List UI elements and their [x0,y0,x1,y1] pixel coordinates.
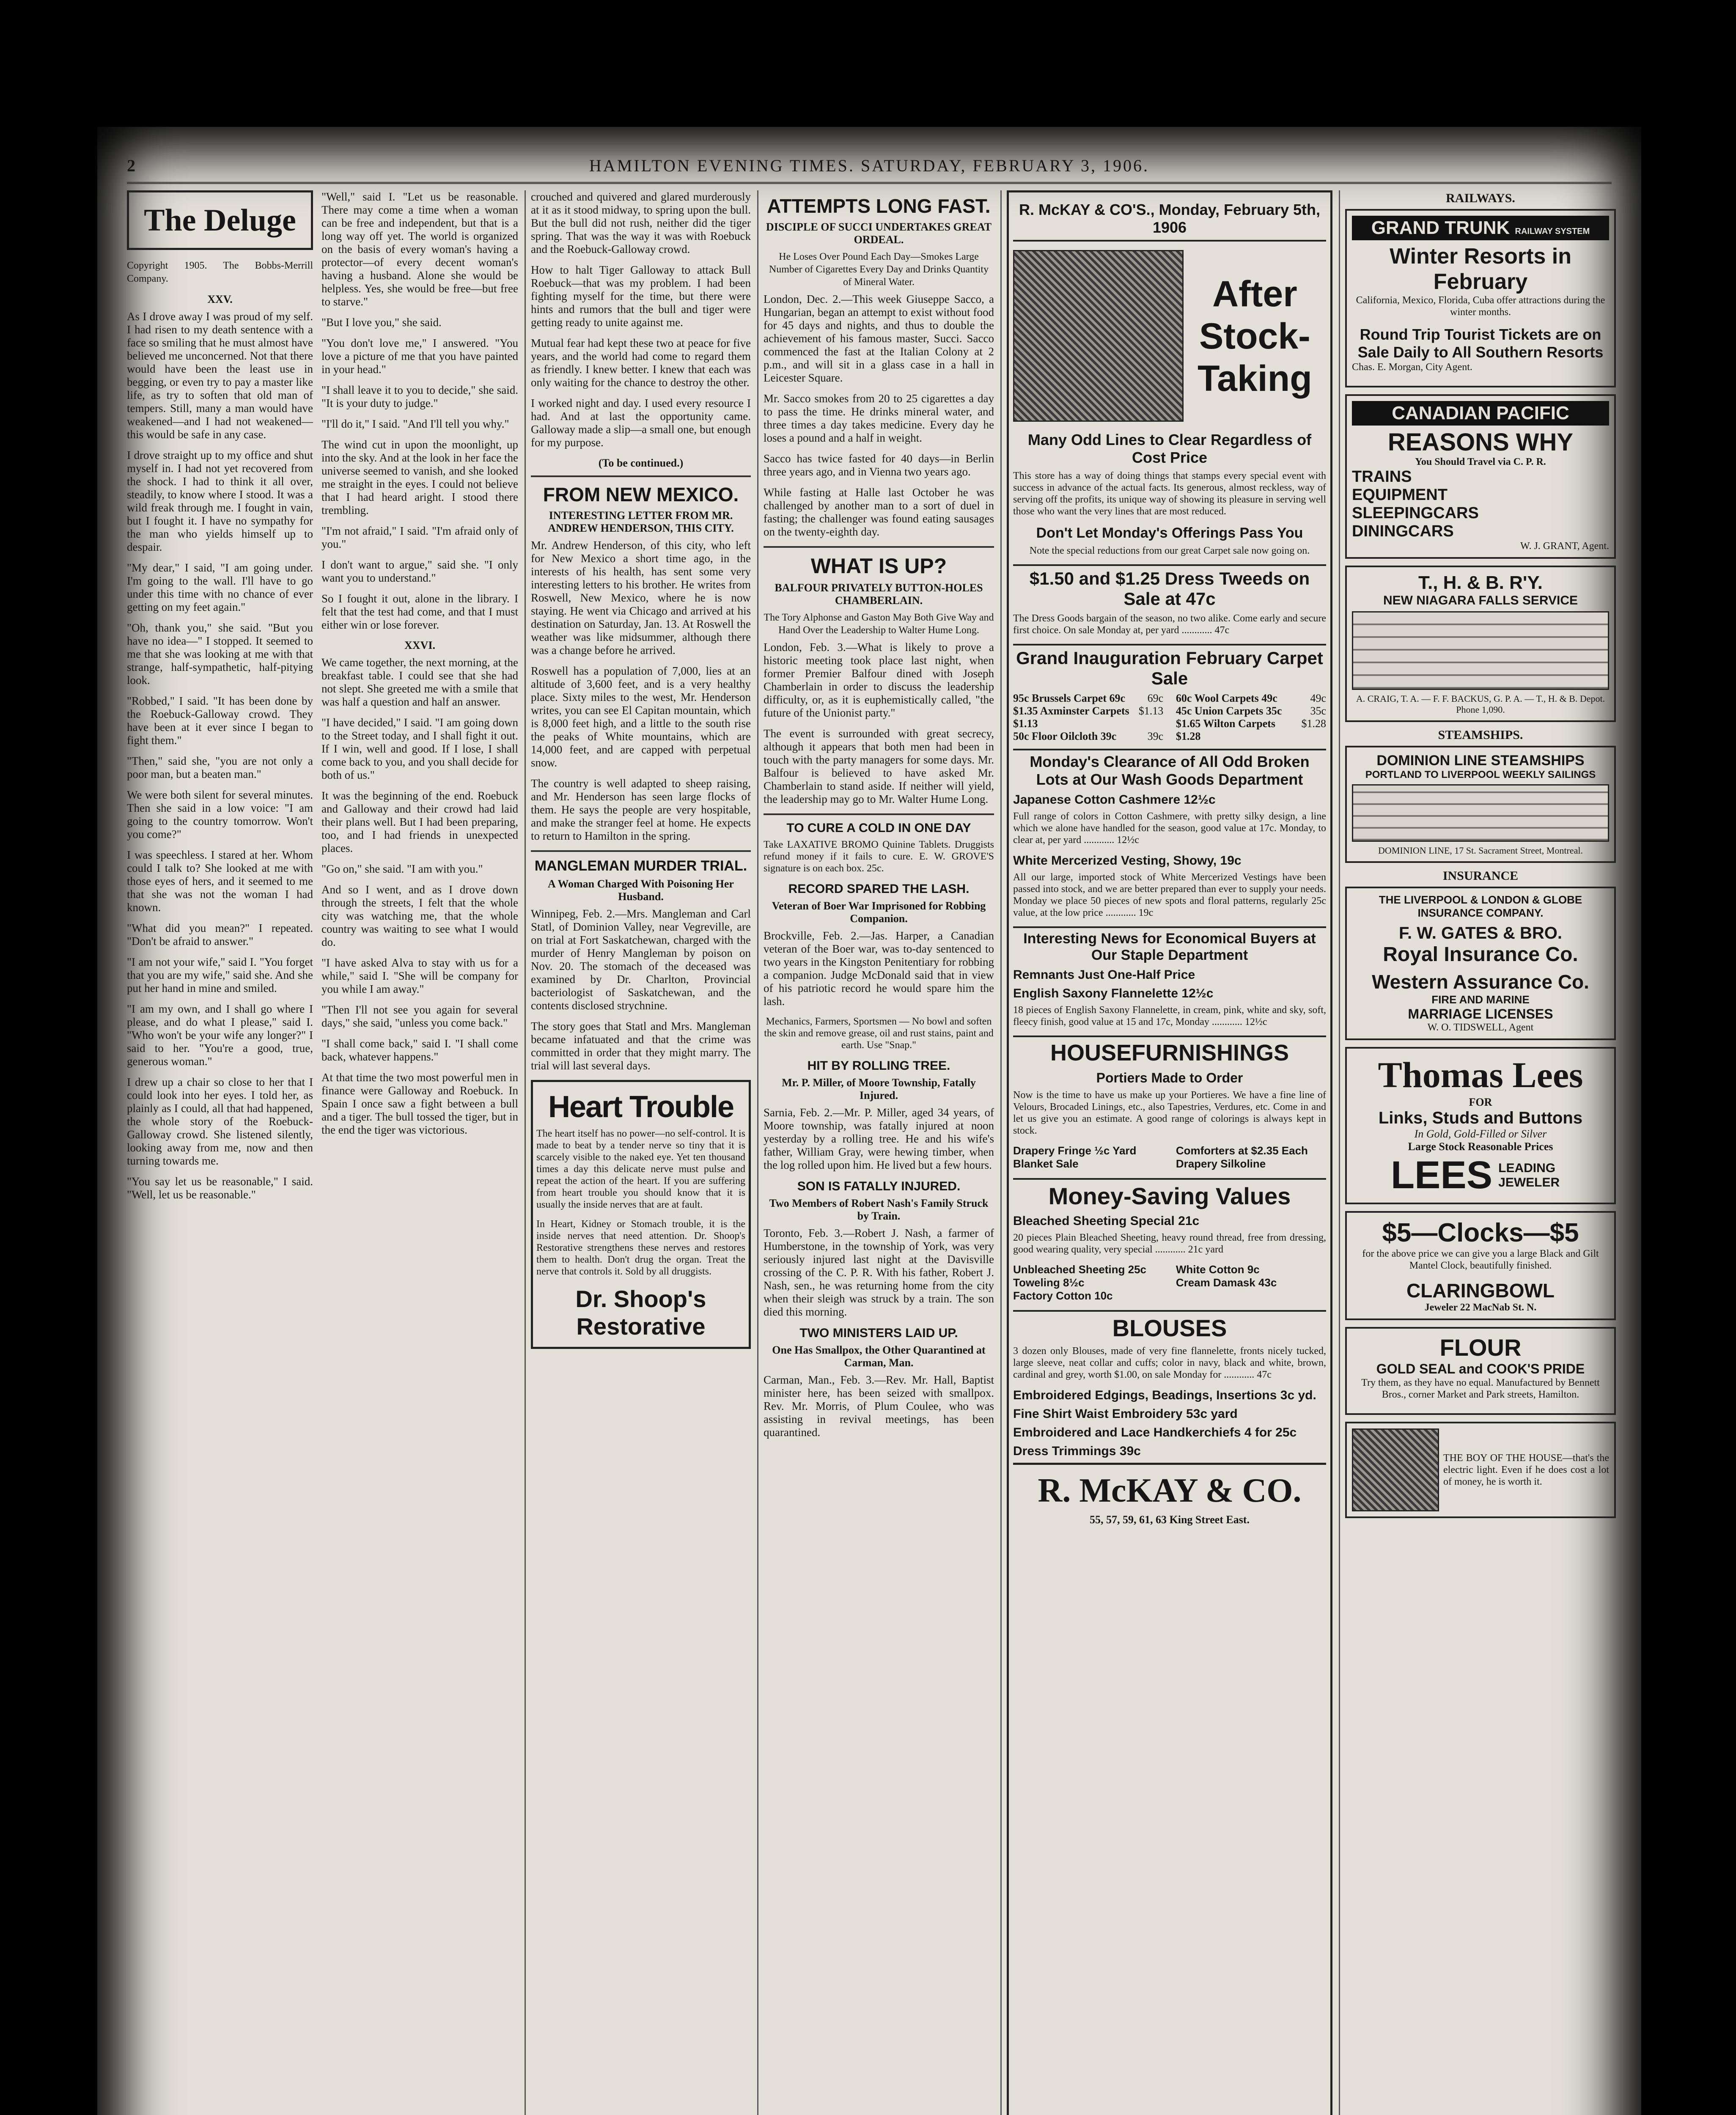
insurer-name: THE LIVERPOOL & LONDON & GLOBE INSURANCE COMPANY. [1379,893,1582,919]
section-insurance: INSURANCE [1442,869,1519,883]
carpet-sale-headline: Grand Inauguration February Carpet Sale [1013,644,1326,689]
column-ads-6 [1345,190,1616,2115]
lees-name: Thomas Lees [1378,1055,1583,1095]
paragraph: "My dear," I said, "I am going under. I'm going to the wall. I'll have to go under this time with no chance of ever getting on my feet again." [127,561,313,613]
item-name: 60c Wool Carpets 49c [1176,692,1277,704]
headline-murder-trial: MANGLEMAN MURDER TRIAL. [534,858,747,874]
mckay-advertisement [1007,190,1332,2115]
house-col-right [1176,1144,1326,1170]
paragraph: "But I love you," she said. [321,316,442,329]
gt-text: California, Mexico, Florida, Cuba offer attractions during the winter months. [1356,295,1605,318]
insurance-ads [1345,887,1616,1040]
gt-headline: Winter Resorts in February [1389,244,1572,294]
marriage-licenses: MARRIAGE LICENSES [1408,1006,1553,1022]
agent-name: W. O. TIDSWELL, Agent [1427,1022,1534,1033]
item-name: 50c Floor Oilcloth 39c [1013,730,1117,742]
reclining-lady-illustration [1013,250,1184,422]
item-price: $1.13 [1138,705,1164,717]
housefurnishings-list [1013,1144,1326,1170]
paragraph: I don't want to argue," said she. "I only want you to understand." [321,558,518,584]
subhead: DISCIPLE OF SUCCI UNDERTAKES GREAT ORDEAL. [766,221,992,246]
item-heading: Fine Shirt Waist Embroidery 53c yard [1013,1407,1238,1421]
money-saving-list [1013,1263,1326,1302]
copyright-line: Copyright 1905. The Bobbs-Merrill Company. [127,260,313,284]
lees-stock: Large Stock Reasonable Prices [1408,1140,1553,1153]
item-name: 45c Union Carpets 35c [1176,705,1282,717]
paragraph: "You don't love me," I answered. "You love a picture of me that you have painted in your head." [321,337,518,376]
paragraph: "I shall leave it to you to decide," she said. "It is your duty to judge." [321,384,518,409]
money-col-right [1176,1263,1326,1302]
gt-logo-text: GRAND TRUNK [1371,217,1510,238]
dominion-line-ad [1345,746,1616,863]
thomas-lees-ad [1345,1047,1616,1204]
mckay-address: 55, 57, 59, 61, 63 King Street East. [1090,1513,1250,1526]
cp-logo: CANADIAN PACIFIC [1352,401,1609,426]
house-col-left [1013,1144,1163,1170]
item-heading: Factory Cotton 10c [1013,1289,1113,1302]
paragraph: "I am my own, and I shall go where I please, and do what I please," said I. "Who won't be your wife any longer?" I said to her. "You're a good, true, generous woman." [127,1003,313,1068]
mckay-header: R. McKAY & CO'S., Monday, February 5th, 1906 [1013,201,1326,242]
paragraph: Roswell has a population of 7,000, lies at an altitude of 3,600 feet, and is a very healthy place. Sixty miles to the west, Mr. Henderson writes, you can see El Capitan mountain, which is 8,000 feet high, and a little to the south rise the peaks of White mountains, which are 14,000 feet, and are capped with perpetual snow. [531,665,751,769]
subhead-deck: He Loses Over Pound Each Day—Smokes Large Number of Cigarettes Every Day and Drinks Quantity of Mineral Water. [769,251,989,288]
paragraph: "What did you mean?" I repeated. "Don't be afraid to answer." [127,922,313,948]
carpet-item [1176,717,1326,743]
paragraph: Mr. Andrew Henderson, of this city, who left for New Mexico a short time ago, in the interests of his health, has sent some very interesting letters to his brother. He writes from Roswell, New Mexico, where he is now staying. He went via Chicago and arrived at his destination on Saturday, Jan. 13. At Roswell the weather was like midsummer, although there was a change before he arrived. [531,539,751,656]
staple-headline: Interesting News for Economical Buyers at Our Staple Department [1013,926,1326,964]
insurer-sub: FIRE AND MARINE [1431,993,1530,1006]
sailing-schedule-block [1352,784,1609,842]
insurer-name: Royal Insurance Co. [1383,943,1578,966]
claringbowl-name: CLARINGBOWL [1406,1280,1555,1302]
mckay-tagline: Many Odd Lines to Clear Regardless of Cost Price [1027,431,1312,466]
canadian-pacific-ad [1345,394,1616,559]
paragraph: "You say let us be reasonable," I said. "Well, let us be reasonable." [127,1175,313,1201]
item-text: Now is the time to have us make up your Portieres. We have a fine line of Velours, Brocaded Linings, etc., also Tapestries, Verdures, etc. Come in and let us give you an estimate. A good range of colorings is always kept in stock. [1013,1090,1326,1136]
claringbowl-address: Jeweler 22 MacNab St. N. [1424,1302,1537,1313]
carpet-item [1013,730,1163,743]
paragraph: Mutual fear had kept these two at peace for five years, and the world had come to regard them as friendly. I knew better. I knew that each was only waiting for the chance to destroy the other. [531,337,751,389]
column-serial-1 [127,190,313,2115]
mckay-offerings: Don't Let Monday's Offerings Pass You [1036,525,1303,541]
clocks-text: for the above price we can give you a large Black and Gilt Mantel Clock, beautifully finished. [1362,1248,1599,1271]
flour-brands: GOLD SEAL and COOK'S PRIDE [1376,1361,1585,1376]
paragraph: "I shall come back," said I. "I shall come back, whatever happens." [321,1037,518,1063]
gt-round-trip: Round Trip Tourist Tickets are on Sale Daily to All Southern Resorts [1357,326,1604,361]
item-text: All our large, imported stock of White Mercerized Vestings have been passed into stock, and we are better prepared than ever to supply your needs. Monday we place 50 pieces of new spots and floral patterns, regularly 25c value, at the low price ............ 19c [1013,872,1326,918]
paragraph: Sacco has twice fasted for 40 days—in Berlin three years ago, and in Vienna two years ago. [764,452,994,478]
housefurnishings-headline: HOUSEFURNISHINGS [1013,1036,1326,1066]
paragraph: I drew up a chair so close to her that I could look into her eyes. I told her, as plainly as I could, all that had happened, the whole story of the Roebuck-Galloway crowd. She listened silently, looking away from me, now and then turning towards me. [127,1076,313,1167]
headline-new-mexico: FROM NEW MEXICO. [543,483,739,505]
cp-travel: You Should Travel via C. P. R. [1415,456,1546,467]
thb-railway-ad [1345,566,1616,722]
paragraph: London, Feb. 3.—What is likely to prove a historic meeting took place last night, when former Premier Balfour dined with Joseph Chamberlain in order to discuss the leadership difficulty, or, as it is euphemistically called, "the future of the Unionist party." [764,641,994,719]
paragraph: Toronto, Feb. 3.—Robert J. Nash, a farmer of Humberstone, in the township of York, was very seriously injured last night at the Davisville crossing of the C. P. R. With his father, Robert J. Nash, sen., he was returning home from the city when their sleigh was struck by a train. The son died this morning. [764,1227,994,1318]
item-heading: Portiers Made to Order [1096,1070,1243,1085]
ad-headline-cold-cure: TO CURE A COLD IN ONE DAY [786,821,971,835]
heart-trouble-ad [531,1080,751,1349]
dominion-sub: PORTLAND TO LIVERPOOL WEEKLY SAILINGS [1365,769,1596,780]
paragraph: It was the beginning of the end. Roebuck and Galloway and their crowd had laid their plans well. But I had been preparing, too, and I had friends in unexpected places. [321,789,518,854]
paragraph: Brockville, Feb. 2.—Jas. Harper, a Canadian veteran of the Boer war, was to-day sentenced to two years in the Kingston Penitentiary for robbing a companion. Judge McDonald said that in view of his patriotic record he would spare him the lash. [764,929,994,1008]
item-heading: Dress Trimmings 39c [1013,1444,1141,1458]
newspaper-page [97,127,1641,2115]
blouses-text: 3 dozen only Blouses, made of very fine flannelette, fronts nicely tucked, large sleeve, neat collar and cuffs; color in navy, black and white, brown, cardinal and grey, worth $1.00, on sale Monday for ............ 47c [1013,1346,1326,1380]
paragraph: "Then I'll not see you again for several days," she said, "unless you come back." [321,1003,518,1029]
item-heading: Cream Damask 43c [1176,1276,1277,1289]
dominion-name: DOMINION LINE STEAMSHIPS [1376,753,1585,769]
carpet-list [1013,692,1326,743]
item-text: Full range of colors in Cotton Cashmere, with pretty silky design, a line which we alone have handled for the season, good value at 17c. Monday, to clear at, per yard ............ 12½c [1013,811,1326,846]
paragraph: The story goes that Statl and Mrs. Mangleman became infatuated and that the crime was committed in order that they might marry. The trial will last several days. [531,1020,751,1072]
blouses-headline: BLOUSES [1013,1310,1326,1342]
paragraph: We were both silent for several minutes. Then she said in a low voice: "I am going to the country tomorrow. Won't you come?" [127,788,313,841]
lees-logo: LEES [1390,1154,1493,1197]
lees-for: FOR [1469,1096,1492,1108]
item-heading: Japanese Cotton Cashmere 12½c [1013,793,1216,807]
ad-text: The heart itself has no power—no self-control. It is made to beat by a tender nerve so tiny that it is scarcely visible to the naked eye. Yet ten thousand times a day this delicate nerve must pulse and repeat the action of the heart. If you are suffering from heart trouble you should know that it is usually the inside nerves that are at fault. [536,1128,745,1210]
item-heading: Comforters at $2.35 Each [1176,1144,1308,1157]
item-price: 35c [1310,705,1326,717]
lees-leading: LEADING JEWELER [1498,1161,1560,1189]
chapter-number: XXV. [207,293,233,305]
item-heading: Unbleached Sheeting 25c [1013,1263,1146,1276]
tweeds-headline: $1.50 and $1.25 Dress Tweeds on Sale at 47c [1013,564,1326,609]
headline-what-is-up: WHAT IS UP? [810,554,947,578]
section-railways: RAILWAYS. [1446,191,1515,205]
divider [531,850,751,852]
column-news-4 [764,190,994,2115]
paragraph: How to halt Tiger Galloway to attack Bull Roebuck—that was my problem. I had been fighting myself for the time, but there were hints and rumors that the bull and tiger were getting ready to unite against me. [531,264,751,329]
headline-ministers: TWO MINISTERS LAID UP. [799,1326,958,1340]
carpet-col-right [1176,692,1326,743]
carpet-col-left [1013,692,1163,743]
column-serial-2 [321,190,518,2115]
mckay-hero [1013,245,1326,427]
item-name: $1.65 Wilton Carpets $1.28 [1176,717,1276,742]
gt-agent: Chas. E. Morgan, City Agent. [1352,362,1472,373]
paragraph: I worked night and day. I used every resource I had. And at last the opportunity came. Galloway made a slip—a small one, but enough for my purpose. [531,397,751,449]
lees-sub: In Gold, Gold-Filled or Silver [1414,1128,1547,1140]
flour-text: Try them, as they have no equal. Manufactured by Bennett Bros., corner Market and Park streets, Hamilton. [1361,1377,1600,1400]
headline-record: RECORD SPARED THE LASH. [788,882,970,896]
paragraph: "I'll do it," I said. "And I'll tell you why." [321,418,509,430]
story-title-box [127,190,313,250]
item-heading: English Saxony Flannelette 12½c [1013,986,1214,1000]
item-price: $1.28 [1301,717,1326,730]
flour-ad [1345,1327,1616,1415]
paragraph: "Then," said she, "you are not only a poor man, but a beaten man." [127,755,313,780]
paragraph: "Go on," she said. "I am with you." [321,862,483,875]
subhead: Veteran of Boer War Imprisoned for Robbing Companion. [772,900,986,925]
mckay-offer-note: Note the special reductions from our great Carpet sale now going on. [1029,545,1310,556]
tweeds-text: The Dress Goods bargain of the season, no two alike. Come early and secure first choice. On sale Monday at, per yard ............ 47c [1013,613,1326,636]
paragraph: We came together, the next morning, at the breakfast table. I could see that she had not slept. She greeted me with a smile that was half a question and half an answer. [321,656,518,708]
mckay-intro: This store has a way of doing things that stamps every special event with success in advance of the actual facts. Its generous, almost reckless, way of serving off the profits, its unique way of showing its pleasure in serving well those who want the very lines that are most reduced. [1013,470,1326,517]
paragraph: The country is well adapted to sheep raising, and Mr. Henderson has seen large flocks of them. He says the people are very hospitable, and make the stranger feel at home. He expects to return to Hamilton in the spring. [531,777,751,842]
ad-product-name: Dr. Shoop's Restorative [575,1285,706,1340]
headline-rolling-tree: HIT BY ROLLING TREE. [807,1059,950,1073]
electric-light-ad [1345,1422,1616,1518]
headline-son-injured: SON IS FATALLY INJURED. [797,1179,961,1193]
insurer-name: F. W. GATES & BRO. [1399,924,1562,942]
column-rule [525,190,526,2115]
paragraph: I was speechless. I stared at her. Whom could I talk to? She looked at me with those eyes of hers, and it seemed to me that she was not the woman I had known. [127,849,313,914]
item-heading: Bleached Sheeting Special 21c [1013,1214,1200,1228]
carpet-item [1013,692,1163,705]
item-heading: Blanket Sale [1013,1157,1079,1170]
item-text: 18 pieces of English Saxony Flannelette, in cream, pink, white and sky, soft, fleecy finish, good value at 15 and 17c, Monday ............ 12½c [1013,1005,1326,1027]
carpet-item [1176,705,1326,717]
item-name: $1.35 Axminster Carpets $1.13 [1013,705,1129,730]
story-title: The Deluge [144,203,296,238]
subhead: One Has Smallpox, the Other Quarantined at Carman, Man. [772,1344,986,1369]
paragraph: "Well," said I. "Let us be reasonable. There may come a time when a woman can be free and independent, but that is a long way off yet. The world is organized on the basis of every woman's having a protector—of every decent woman's having a husband. Alone she would be helpless. Yes, she would be free—but free to starve." [321,190,518,308]
dominion-footer: DOMINION LINE, 17 St. Sacrament Street, Montreal. [1378,845,1583,856]
masthead-title: HAMILTON EVENING TIMES. SATURDAY, FEBRUARY 3, 1906. [589,156,1150,175]
item-heading: Drapery Silkoline [1176,1157,1266,1170]
wash-goods-headline: Monday's Clearance of All Odd Broken Lots at Our Wash Goods Department [1013,749,1326,788]
subhead: BALFOUR PRIVATELY BUTTON-HOLES CHAMBERLAIN. [775,582,983,607]
item-heading: Remnants Just One-Half Price [1013,968,1195,982]
paragraph: "Oh, thank you," she said. "But you have no idea—" I stopped. It seemed to me that she was looking at me with that strange, half-sympathetic, half-pitying look. [127,621,313,687]
boy-illustration [1352,1428,1439,1511]
timetable-block [1352,611,1609,690]
cp-agent: W. J. GRANT, Agent. [1520,541,1609,552]
thb-footer: A. CRAIG, T. A. — F. F. BACKUS, G. P. A. — T., H. & B. Depot. Phone 1,090. [1356,693,1605,715]
paragraph: As I drove away I was proud of my self. I had risen to my death sentence with a face so smiling that he must almost have believed me unconcerned. Not that there would have been the least use in begging, or even try to pay a master like life, as try to soften that old man of tempers. Still, many a man would have weakened—and I had not weakened—this would be safe in any case. [127,310,313,441]
subhead: INTERESTING LETTER FROM MR. ANDREW HENDERSON, THIS CITY. [548,509,734,534]
item-price: 49c [1310,692,1326,704]
item-heading: Drapery Fringe ½c Yard [1013,1144,1137,1157]
paragraph: "Robbed," I said. "It has been done by the Roebuck-Galloway crowd. They have been at it ever since I began to fight them." [127,695,313,747]
item-heading: Embroidered Edgings, Beadings, Insertions 3c yd. [1013,1388,1316,1402]
paragraph: The event is surrounded with great secrecy, although it appears that both men had been in touch with the party managers for some days. Mr. Balfour is believed to have asked Mr. Chamberlain to stand aside. If neither will yield, the leadership may go to Mr. Walter Hume Long. [764,727,994,805]
ad-text: In Heart, Kidney or Stomach trouble, it is the inside nerves that need attention. Dr. Shoop's Restorative strengthens these nerves and restores them to health. Don't drug the organ. Treat the nerve that controls it. Sold by all druggists. [536,1219,745,1277]
lees-links: Links, Studs and Buttons [1378,1109,1583,1127]
thb-service: NEW NIAGARA FALLS SERVICE [1383,593,1578,607]
paragraph: Mr. Sacco smokes from 20 to 25 cigarettes a day to pass the time. He drinks mineral water, and three times a day takes medicine. Every day he loses a pound and a half in weight. [764,392,994,444]
ad-text: Take LAXATIVE BROMO Quinine Tablets. Druggists refund money if it fails to cure. E. W. GROVE'S signature is on each box. 25c. [764,839,994,874]
mckay-footer [1013,1463,1326,1526]
paragraph: "I'm not afraid," I said. "I'm afraid only of you." [321,525,518,550]
paragraph: The wind cut in upon the moonlight, up into the sky. And at the look in her face the universe seemed to vanish, and she looked me straight in the eyes. I could not believe that I had heard aright. I stood there trembling. [321,438,518,516]
masthead [127,152,1612,184]
section-steamships: STEAMSHIPS. [1438,728,1523,742]
column-rule [1339,190,1340,2115]
thb-name: T., H. & B. R'Y. [1418,572,1543,593]
subhead: A Woman Charged With Poisoning Her Husband. [548,878,734,903]
divider [531,475,751,477]
gt-logo [1352,216,1609,240]
paragraph: At that time the two most powerful men in finance were Galloway and Roebuck. In Spain I once saw a fight between a bull and a tiger. The bull tossed the tiger, but in the end the tiger was victorious. [321,1071,518,1136]
column-news-3 [531,190,751,2115]
grand-trunk-ad [1345,209,1616,387]
item-price: 39c [1147,730,1164,742]
cp-reasons: REASONS WHY [1387,428,1574,456]
paragraph: And so I went, and as I drove down through the streets, I felt that the whole city was watching me, that the whole country was waiting to see what I would do. [321,883,518,948]
lees-logo-row [1352,1153,1609,1198]
mckay-headline: After Stock-Taking [1197,274,1312,399]
carpet-item [1013,705,1163,730]
gt-logo-sub: RAILWAY SYSTEM [1515,227,1590,236]
electric-text: THE BOY OF THE HOUSE—that's the electric light. Even if he does cost a lot of money, he is worth it. [1443,1453,1609,1487]
paragraph: "I have asked Alva to stay with us for a while," said I. "She will be company for you while I am away." [321,956,518,995]
item-heading: White Cotton 9c [1176,1263,1260,1276]
paragraph: "I am not your wife," said I. "You forget that you are my wife," said she. And she put her hand in mine and smiled. [127,956,313,994]
column-rule [757,190,758,2115]
mckay-footer-name: R. McKAY & CO. [1038,1472,1302,1509]
item-price: 69c [1147,692,1164,704]
divider [764,546,994,548]
paragraph: Sarnia, Feb. 2.—Mr. P. Miller, aged 34 years, of Moore township, was fatally injured at noon yesterday by a rolling tree. He and his wife's father, William Gray, were hewing timber, when the log rolled upon him. He lived but a few hours. [764,1106,994,1171]
item-heading: White Mercerized Vesting, Showy, 19c [1013,854,1242,868]
column-rule [1000,190,1002,2115]
paragraph: So I fought it out, alone in the library. I felt that the test had come, and that I must either win or lose forever. [321,592,518,631]
cp-reason: TRAINS [1352,468,1412,486]
money-col-left [1013,1263,1163,1302]
item-text: 20 pieces Plain Bleached Sheeting, heavy round thread, free from dressing, good wearing quality, very special ............ 21c yard [1013,1232,1326,1255]
cp-reason: DININGCARS [1352,522,1454,540]
carpet-item [1176,692,1326,705]
cp-reason: SLEEPINGCARS [1352,504,1479,522]
paragraph: crouched and quivered and glared murderously at it as it stood midway, to spring upon the bull. But the bull did not rush, neither did the tiger spring. That was the way it was with Roebuck and the Roebuck-Galloway crowd. [531,190,751,255]
continued-note: (To be continued.) [598,457,684,469]
page-number: 2 [127,156,135,175]
flour-headline: FLOUR [1439,1334,1522,1361]
paragraph: Winnipeg, Feb. 2.—Mrs. Mangleman and Carl Statl, of Dominion Valley, near Vegreville, are on trial at Fort Saskatchewan, charged with the murder of Henry Mangleman by poison on Nov. 20. The stomach of the deceased was examined by Dr. Charlton, Provincial bacteriologist of Saskatchewan, and the contents disclosed strychnine. [531,907,751,1012]
paragraph: London, Dec. 2.—This week Giuseppe Sacco, a Hungarian, began an attempt to exist without food for 45 days and nights, and thus to double the achievement of his famous master, Succi. Sacco commenced the fast at the Italian Colony at 2 p.m., and will sit in a glass case in a hall in Leicester Square. [764,293,994,384]
subhead-deck: The Tory Alphonse and Gaston May Both Give Way and Hand Over the Leadership to Walter Hume Long. [764,612,994,636]
subhead: Two Members of Robert Nash's Family Struck by Train. [769,1197,989,1222]
paragraph: I drove straight up to my office and shut myself in. I had not yet recovered from the shock. I had to think it all over, steadily, to know where I stood. It was a wild freak through me. I fought in vain, but I fought it. I have no sympathy for the man who yields himself up to despair. [127,449,313,553]
paragraph: Carman, Man., Feb. 3.—Rev. Mr. Hall, Baptist minister here, has been seized with smallpox. Rev. Mr. Morris, of Plum Coulee, who was assisting in revival meetings, has been quarantined. [764,1373,994,1439]
cp-reason: EQUIPMENT [1352,486,1448,504]
clocks-ad [1345,1211,1616,1320]
notice-snap: Mechanics, Farmers, Sportsmen — No bowl and soften the skin and remove grease, oil and rust stains, paint and earth. Use "Snap." [764,1016,994,1051]
money-saving-headline: Money-Saving Values [1013,1178,1326,1210]
subhead: Mr. P. Miller, of Moore Township, Fatally Injured. [782,1077,976,1101]
item-heading: Embroidered and Lace Handkerchiefs 4 for 25c [1013,1426,1297,1439]
ad-headline: Heart Trouble [548,1090,734,1124]
item-name: 95c Brussels Carpet 69c [1013,692,1126,704]
headline-long-fast: ATTEMPTS LONG FAST. [767,195,991,217]
item-heading: Toweling 8½c [1013,1276,1085,1289]
paragraph: "I have decided," I said. "I am going down to the Street today, and I shall fight it out. If I win, well and good. If I lose, I shall come back to you, and you shall decide for both of us." [321,716,518,781]
insurer-name: Western Assurance Co. [1372,971,1589,993]
paragraph: While fasting at Halle last October he was challenged by another man to a sort of duel in fasting; the challenger was found eating sausages on the twenty-eighth day. [764,486,994,538]
chapter-number: XXVI. [404,639,435,651]
divider [764,813,994,815]
clocks-headline: $5—Clocks—$5 [1382,1218,1579,1247]
